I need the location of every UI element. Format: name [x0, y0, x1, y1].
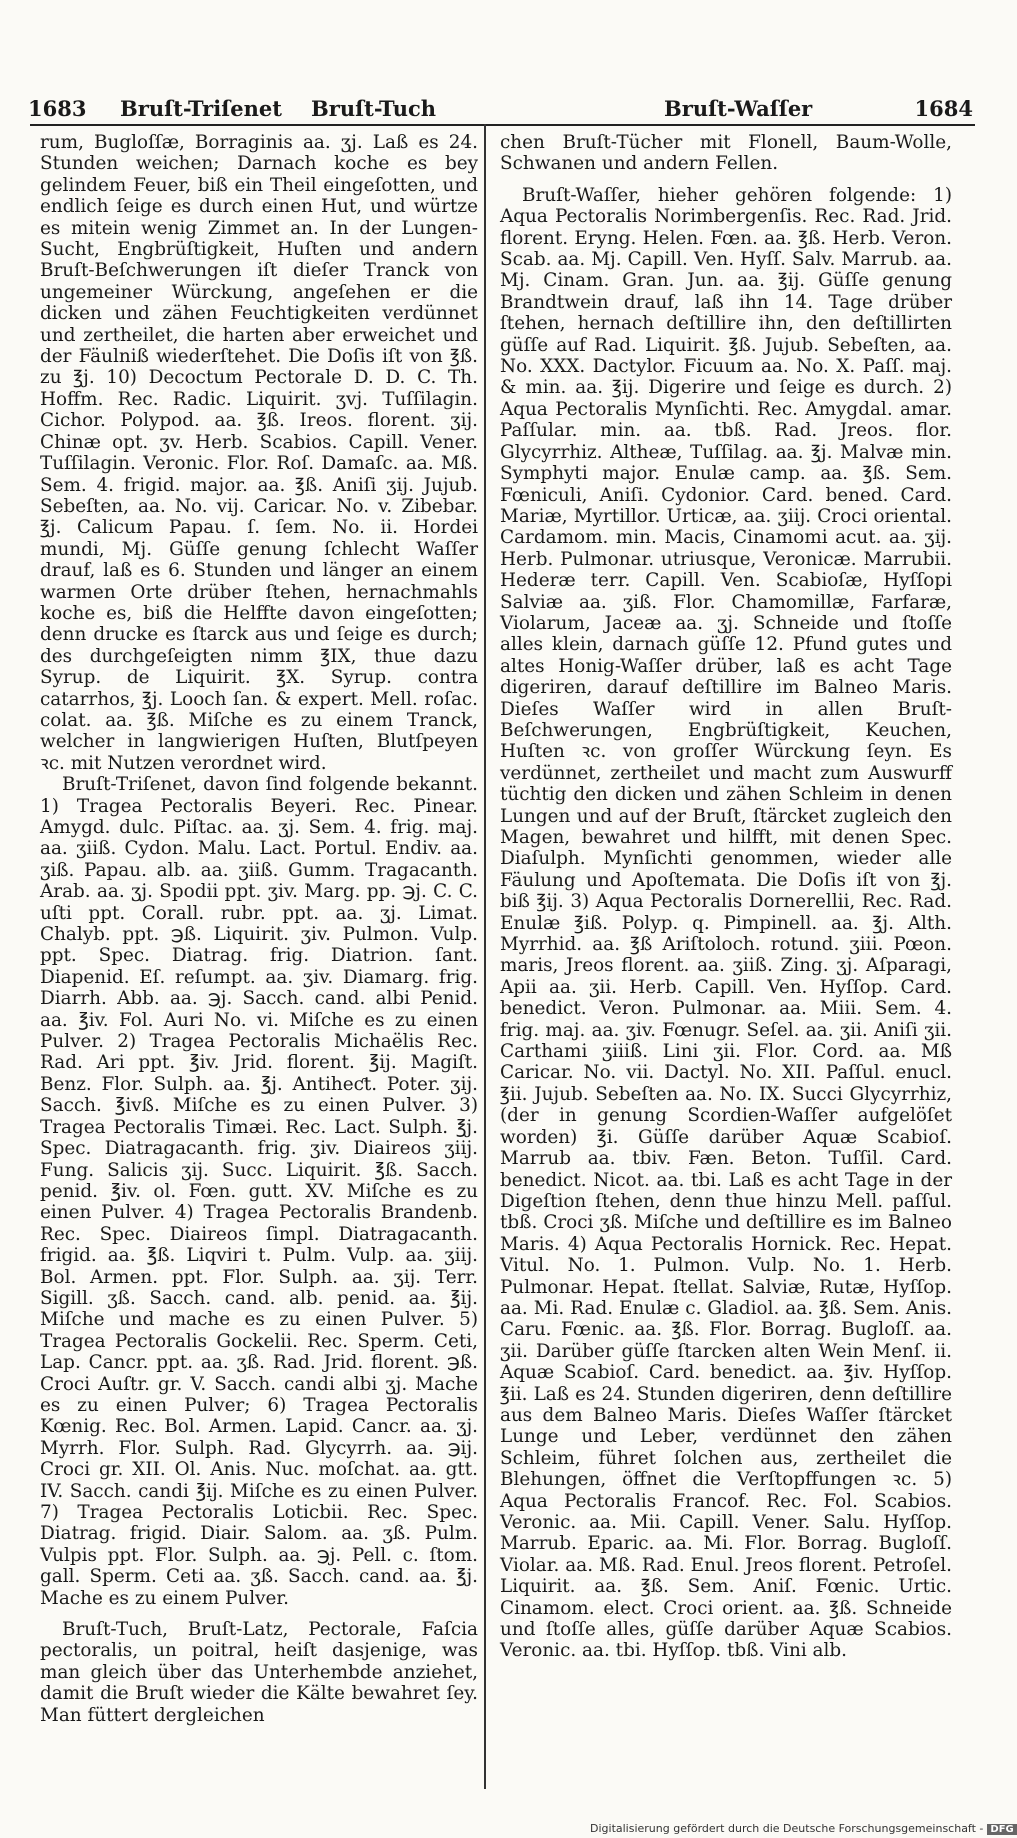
digitization-footer [590, 1822, 1017, 1835]
right-paragraph-2: Bruſt-Waſſer, hieher gehören folgende: 1) Aqua Pectoralis Norimbergenſis. Rec. Rad. Jrid. florent. Eryng. Helen. Fœn. aa. ℥ß. Herb. Veron. Scab. aa. Mj. Capill. Ven. Hyſſ. Salv. Marrub. aa. Mj. Cinam. Gran. Jun. aa. ℥ij. Güſſe genung Brandtwein drauf, laß ihn 14. Tage drüber ſtehen, hernach deſtillire ihn, den deſtillirten güſſe auf Rad. Liquirit. ℥ß. Jujub. Sebeſten, aa. No. XXX. Dactylor. Ficuum aa. No. X. Paſſ. maj. & min. aa. ℥ij. Digerire und ſeige es durch. 2) Aqua Pectoralis Mynſichti. Rec. Amygdal. amar. Paſſular. min. aa. tbß. Rad. Jreos. flor. Glycyrrhiz. Altheæ, Tuſſilag. aa. ℥j. Malvæ min. Symphyti major. Enulæ camp. aa. ℥ß. Sem. Fœniculi, Aniſi. Cydonior. Card. bened. Card. Mariæ, Myrtillor. Urticæ, aa. ʒiij. Croci oriental. Cardamom. min. Macis, Cinamomi acut. aa. ʒij. Herb. Pulmonar. utriusque, Veronicæ. Marrubii. Hederæ terr. Capill. Ven. Scabioſæ, Hyſſopi Salviæ aa. ʒiß. Flor. Chamomillæ, Farfaræ, Violarum, Jaceæ aa. ʒj. Schneide und ſtoſſe alles klein, darnach güſſe 12. Pfund gutes und altes Honig-Waſſer drüber, laß es acht Tage digeriren, darauf deſtillire im Balneo Maris. Dieſes Waſſer wird in allen Bruſt-Beſchwerungen, Engbrüſtigkeit, Keuchen, Huſten ꝛc. von groſſer Würckung ſeyn. Es verdünnet, zertheilet und macht zum Auswurff tüchtig den dicken und zähen Schleim in denen Lungen und auf der Bruſt, ſtärcket zugleich den Magen, bewahret und hilfft, mit denen Spec. Diaſulph. Mynſichti genommen, wieder alle Fäulung und Apoſtemata. Die Doſis iſt von ℥j. biß ℥ij. 3) Aqua Pectoralis Dornerellii, Rec. Rad. Enulæ ℥iß. Polyp. q. Pimpinell. aa. ℥j. Alth. Myrrhid. aa. ℥ß Ariſtoloch. rotund. ʒiii. Pœon. maris, Jreos florent. aa. ʒiiß. Zing. ʒj. Aſparagi, Apii aa. ʒii. Herb. Capill. Ven. Hyſſop. Card. benedict. Veron. Pulmonar. aa. Miii. Sem. 4. frig. maj. aa. ʒiv. Fœnugr. Seſel. aa. ʒii. Aniſi ʒii. Carthami ʒiiiß. Lini ʒii. Flor. Cord. aa. Mß Caricar. No. vii. Dactyl. No. XII. Paſſul. enucl. ℥ii. Jujub. Sebeſten aa. No. IX. Succi Glycyrrhiz, (der in genung Scordien-Waſſer aufgelöſet worden) ℥i. Güſſe darüber Aquæ Scabioſ. Marrub aa. tbiv. Fæn. Beton. Tuſſil. Card. benedict. Nicot. aa. tbi. Laß es acht Tage in der Digeſtion ſtehen, denn thue hinzu Mell. paſſul. tbß. Croci ʒß. Miſche und deſtillire es im Balneo Maris. 4) Aqua Pectoralis Hornick. Rec. Hepat. Vitul. No. 1. Pulmon. Vulp. No. 1. Herb. Pulmonar. Hepat. ſtellat. Salviæ, Rutæ, Hyſſop. aa. Mi. Rad. Enulæ c. Gladiol. aa. ℥ß. Sem. Anis. Caru. Fœnic. aa. ℥ß. Flor. Borrag. Bugloſſ. aa. ʒii. Darüber güſſe ſtarcken alten Wein Menſ. ii. Aquæ Scabioſ. Card. benedict. aa. ℥iv. Hyſſop. ℥ii. Laß es 24. Stunden digeriren, denn deſtillire aus dem Balneo Maris. Dieſes Waſſer ſtärcket Lunge und Leber, verdünnet den zähen Schleim, führet ſolchen aus, zertheilet die Blehungen, öffnet die Verſtopffungen ꝛc. 5) Aqua Pectoralis Francof. Rec. Fol. Scabios. Veronic. aa. Mii. Capill. Vener. Salu. Hyſſop. Marrub. Eparic. aa. Mi. Flor. Borrag. Bugloſſ. Violar. aa. Mß. Rad. Enul. Jreos florent. Petroſel. Liquirit. aa. ℥ß. Sem. Aniſ. Fœnic. Urtic. Cinamom. elect. Croci orient. aa. ℥ß. Schneide und ſtoſſe alles, güſſe darüber Aquæ Scabios. Veronic. aa. tbi. Hyſſop. tbß. Vini alb. [500, 184, 952, 1662]
dfg-logo-badge: DFG [987, 1824, 1016, 1835]
right-paragraph-1: chen Bruſt-Tücher mit Flonell, Baum-Wolle, Schwanen und andern Fellen. [500, 132, 952, 175]
left-paragraph-1: rum, Bugloſſæ, Borraginis aa. ʒj. Laß es 24. Stunden weichen; Darnach koche es bey gelindem Feuer, biß ein Theil eingeſotten, und endlich ſeige es durch einen Hut, und würtze es mitein wenig Zimmet an. In der Lungen-Sucht, Engbrüſtigkeit, Huſten und andern Bruſt-Beſchwerungen iſt dieſer Tranck von ungemeiner Würckung, angeſehen er die dicken und zähen Feuchtigkeiten verdünnet und zertheilet, die harten aber erweichet und der Fäulniß wiederſtehet. Die Doſis iſt von ℥ß. zu ℥j. 10) Decoctum Pectorale D. D. C. Th. Hoffm. Rec. Radic. Liquirit. ʒvj. Tuſſilagin. Cichor. Polypod. aa. ℥ß. Ireos. florent. ʒij. Chinæ opt. ʒv. Herb. Scabios. Capill. Vener. Tuſſilagin. Veronic. Flor. Roſ. Damaſc. aa. Mß. Sem. 4. frigid. major. aa. ℥ß. Aniſi ʒij. Jujub. Sebeſten, aa. No. vij. Caricar. No. v. Zibebar. ℥j. Calicum Papau. ſ. ſem. No. ii. Hordei mundi, Mj. Güſſe genung ſchlecht Waſſer drauf, laß es 6. Stunden und länger an einem warmen Orte drüber ſtehen, hernachmahls koche es, biß die Helffte davon eingeſotten; denn drucke es ſtarck aus und ſeige es durch; des durchgeſeigten nimm ℥IX, thue dazu Syrup. de Liquirit. ℥X. Syrup. contra catarrhos, ℥j. Looch ſan. & expert. Mell. roſac. colat. aa. ℥ß. Miſche es zu einem Tranck, welcher in langwierigen Huſten, Blutſpeyen ꝛc. mit Nutzen verordnet wird. [40, 132, 478, 774]
footer-text: Digitalisierung gefördert durch die Deutsche Forschungsgemeinschaft - [590, 1822, 984, 1835]
right-column [500, 132, 952, 1662]
running-header [28, 96, 973, 126]
header-rule [30, 124, 975, 126]
left-column [40, 132, 478, 1726]
right-page-number: 1684 [914, 96, 973, 121]
left-page-number: 1683 [28, 96, 87, 121]
column-divider [484, 124, 486, 1789]
left-paragraph-3: Bruſt-Tuch, Bruſt-Latz, Pectorale, Faſcia pectoralis, un poitral, heiſt dasjenige, was man gleich über das Unterhembde anziehet, damit die Bruſt wieder die Kälte bewahret ſey. Man füttert dergleichen [40, 1619, 478, 1726]
left-header-word-1: Bruſt-Triſenet [120, 96, 282, 121]
right-header-word: Bruſt-Waſſer [664, 96, 813, 121]
left-paragraph-2: Bruſt-Triſenet, davon ſind folgende bekannt. 1) Tragea Pectoralis Beyeri. Rec. Pinear. Amygd. dulc. Piſtac. aa. ʒj. Sem. 4. frig. maj. aa. ʒiiß. Cydon. Malu. Lact. Portul. Endiv. aa. ʒiß. Papau. alb. aa. ʒiiß. Gumm. Tragacanth. Arab. aa. ʒj. Spodii ppt. ʒiv. Marg. pp. ℈j. C. C. uſti ppt. Corall. rubr. ppt. aa. ʒj. Limat. Chalyb. ppt. ℈ß. Liquirit. ʒiv. Pulmon. Vulp. ppt. Spec. Diatrag. frig. Diatrion. ſant. Diapenid. Eſ. reſumpt. aa. ʒiv. Diamarg. frig. Diarrh. Abb. aa. ℈j. Sacch. cand. albi Penid. aa. ℥iv. Fol. Auri No. vi. Miſche es zu einen Pulver. 2) Tragea Pectoralis Michaëlis Rec. Rad. Ari ppt. ℥iv. Jrid. florent. ℥ij. Magiſt. Benz. Flor. Sulph. aa. ℥j. Antiheƈt. Poter. ʒij. Sacch. ℥ivß. Miſche es zu einen Pulver. 3) Tragea Pectoralis Timæi. Rec. Lact. Sulph. ℥j. Spec. Diatragacanth. frig. ʒiv. Diaireos ʒiij. Fung. Salicis ʒij. Succ. Liquirit. ℥ß. Sacch. penid. ℥iv. ol. Fœn. gutt. XV. Miſche es zu einen Pulver. 4) Tragea Pectoralis Brandenb. Rec. Spec. Diaireos ſimpl. Diatragacanth. frigid. aa. ℥ß. Liqviri t. Pulm. Vulp. aa. ʒiij. Bol. Armen. ppt. Flor. Sulph. aa. ʒij. Terr. Sigill. ʒß. Sacch. cand. alb. penid. aa. ℥ij. Miſche und mache es zu einen Pulver. 5) Tragea Pectoralis Gockelii. Rec. Sperm. Ceti, Lap. Cancr. ppt. aa. ʒß. Rad. Jrid. florent. ℈ß. Croci Auſtr. gr. V. Sacch. candi albi ʒj. Mache es zu einen Pulver; 6) Tragea Pectoralis Kœnig. Rec. Bol. Armen. Lapid. Cancr. aa. ʒj. Myrrh. Flor. Sulph. Rad. Glycyrrh. aa. ℈ij. Croci gr. XII. Ol. Anis. Nuc. moſchat. aa. gtt. IV. Sacch. candi ℥ij. Miſche es zu einen Pulver. 7) Tragea Pectoralis Loticbii. Rec. Spec. Diatrag. frigid. Diair. Salom. aa. ʒß. Pulm. Vulpis ppt. Flor. Sulph. aa. ℈j. Pell. c. ſtom. gall. Sperm. Ceti aa. ʒß. Sacch. cand. aa. ℥j. Mache es zu einem Pulver. [40, 774, 478, 1609]
left-header-word-2: Bruſt-Tuch [311, 96, 437, 121]
